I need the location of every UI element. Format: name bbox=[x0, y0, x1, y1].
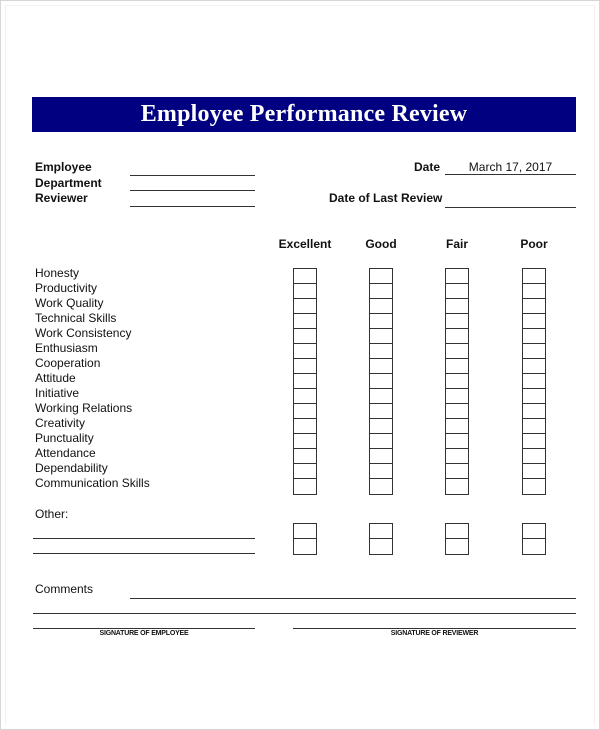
department-field[interactable] bbox=[130, 176, 255, 191]
criterion-creativity: Creativity bbox=[35, 416, 86, 430]
checkbox-attendance-fair[interactable] bbox=[446, 449, 468, 464]
checkbox-work-consistency-good[interactable] bbox=[370, 329, 392, 344]
checkbox-communication-skills-poor[interactable] bbox=[523, 479, 545, 494]
checkbox-work-quality-excellent[interactable] bbox=[294, 299, 316, 314]
criterion-dependability: Dependability bbox=[35, 461, 108, 475]
rating-column-fair bbox=[445, 268, 469, 495]
other-field-2[interactable] bbox=[33, 539, 255, 554]
date-last-review-field[interactable] bbox=[445, 193, 576, 208]
checkbox-attitude-poor[interactable] bbox=[523, 374, 545, 389]
comments-field-2[interactable] bbox=[33, 599, 576, 614]
rating-column-excellent bbox=[293, 268, 317, 495]
employee-signature-label: SIGNATURE OF EMPLOYEE bbox=[99, 630, 189, 637]
comments-field-1[interactable] bbox=[130, 584, 576, 599]
date-label: Date bbox=[414, 160, 441, 174]
criterion-cooperation: Cooperation bbox=[35, 356, 101, 370]
reviewer-signature-field[interactable] bbox=[293, 614, 576, 629]
checkbox-punctuality-good[interactable] bbox=[370, 434, 392, 449]
criterion-work-quality: Work Quality bbox=[35, 296, 104, 310]
checkbox-other-2-excellent[interactable] bbox=[294, 539, 316, 554]
department-label: Department bbox=[35, 176, 102, 190]
reviewer-field[interactable] bbox=[130, 192, 255, 207]
reviewer-signature-label: SIGNATURE OF REVIEWER bbox=[390, 630, 479, 637]
criterion-work-consistency: Work Consistency bbox=[35, 326, 132, 340]
checkbox-other-2-fair[interactable] bbox=[446, 539, 468, 554]
checkbox-other-1-poor[interactable] bbox=[523, 524, 545, 539]
employee-field[interactable] bbox=[130, 161, 255, 176]
checkbox-cooperation-excellent[interactable] bbox=[294, 359, 316, 374]
title-bar bbox=[32, 97, 576, 132]
checkbox-attitude-fair[interactable] bbox=[446, 374, 468, 389]
employee-signature-field[interactable] bbox=[33, 614, 255, 629]
checkbox-honesty-poor[interactable] bbox=[523, 269, 545, 284]
checkbox-other-1-good[interactable] bbox=[370, 524, 392, 539]
checkbox-attendance-excellent[interactable] bbox=[294, 449, 316, 464]
checkbox-dependability-excellent[interactable] bbox=[294, 464, 316, 479]
checkbox-honesty-good[interactable] bbox=[370, 269, 392, 284]
checkbox-dependability-fair[interactable] bbox=[446, 464, 468, 479]
checkbox-attendance-good[interactable] bbox=[370, 449, 392, 464]
other-rating-column-excellent bbox=[293, 523, 317, 555]
checkbox-technical-skills-excellent[interactable] bbox=[294, 314, 316, 329]
column-header-excellent: Excellent bbox=[278, 237, 332, 251]
other-rating-column-good bbox=[369, 523, 393, 555]
checkbox-communication-skills-excellent[interactable] bbox=[294, 479, 316, 494]
date-last-review-label: Date of Last Review bbox=[329, 191, 443, 205]
checkbox-enthusiasm-good[interactable] bbox=[370, 344, 392, 359]
criteria-list bbox=[35, 266, 150, 491]
checkbox-communication-skills-fair[interactable] bbox=[446, 479, 468, 494]
checkbox-initiative-fair[interactable] bbox=[446, 389, 468, 404]
comments-label: Comments bbox=[35, 582, 94, 596]
checkbox-creativity-excellent[interactable] bbox=[294, 419, 316, 434]
checkbox-productivity-excellent[interactable] bbox=[294, 284, 316, 299]
checkbox-cooperation-poor[interactable] bbox=[523, 359, 545, 374]
checkbox-cooperation-fair[interactable] bbox=[446, 359, 468, 374]
checkbox-work-consistency-poor[interactable] bbox=[523, 329, 545, 344]
criterion-initiative: Initiative bbox=[35, 386, 80, 400]
column-header-fair: Fair bbox=[445, 237, 468, 251]
checkbox-work-quality-poor[interactable] bbox=[523, 299, 545, 314]
checkbox-attitude-good[interactable] bbox=[370, 374, 392, 389]
checkbox-working-relations-excellent[interactable] bbox=[294, 404, 316, 419]
criterion-punctuality: Punctuality bbox=[35, 431, 94, 445]
checkbox-working-relations-fair[interactable] bbox=[446, 404, 468, 419]
rating-column-poor bbox=[522, 268, 546, 495]
checkbox-other-1-fair[interactable] bbox=[446, 524, 468, 539]
other-label: Other: bbox=[35, 507, 69, 521]
checkbox-work-consistency-fair[interactable] bbox=[446, 329, 468, 344]
checkbox-enthusiasm-poor[interactable] bbox=[523, 344, 545, 359]
criterion-honesty: Honesty bbox=[35, 266, 80, 280]
checkbox-other-1-excellent[interactable] bbox=[294, 524, 316, 539]
checkbox-creativity-poor[interactable] bbox=[523, 419, 545, 434]
column-header-poor: Poor bbox=[520, 237, 548, 251]
date-field[interactable] bbox=[445, 160, 576, 175]
criterion-technical-skills: Technical Skills bbox=[35, 311, 117, 325]
checkbox-punctuality-excellent[interactable] bbox=[294, 434, 316, 449]
criterion-working-relations: Working Relations bbox=[35, 401, 133, 415]
checkbox-productivity-good[interactable] bbox=[370, 284, 392, 299]
criterion-attendance: Attendance bbox=[35, 446, 96, 460]
checkbox-work-consistency-excellent[interactable] bbox=[294, 329, 316, 344]
checkbox-initiative-good[interactable] bbox=[370, 389, 392, 404]
criterion-attitude: Attitude bbox=[35, 371, 76, 385]
criterion-enthusiasm: Enthusiasm bbox=[35, 341, 98, 355]
checkbox-enthusiasm-excellent[interactable] bbox=[294, 344, 316, 359]
other-field-1[interactable] bbox=[33, 524, 255, 539]
checkbox-productivity-fair[interactable] bbox=[446, 284, 468, 299]
checkbox-dependability-good[interactable] bbox=[370, 464, 392, 479]
checkbox-creativity-good[interactable] bbox=[370, 419, 392, 434]
checkbox-enthusiasm-fair[interactable] bbox=[446, 344, 468, 359]
checkbox-punctuality-poor[interactable] bbox=[523, 434, 545, 449]
checkbox-working-relations-poor[interactable] bbox=[523, 404, 545, 419]
checkbox-punctuality-fair[interactable] bbox=[446, 434, 468, 449]
checkbox-attendance-poor[interactable] bbox=[523, 449, 545, 464]
checkbox-honesty-fair[interactable] bbox=[446, 269, 468, 284]
checkbox-communication-skills-good[interactable] bbox=[370, 479, 392, 494]
checkbox-work-quality-good[interactable] bbox=[370, 299, 392, 314]
checkbox-working-relations-good[interactable] bbox=[370, 404, 392, 419]
column-header-good: Good bbox=[365, 237, 397, 251]
checkbox-technical-skills-good[interactable] bbox=[370, 314, 392, 329]
checkbox-technical-skills-poor[interactable] bbox=[523, 314, 545, 329]
other-rating-column-fair bbox=[445, 523, 469, 555]
checkbox-productivity-poor[interactable] bbox=[523, 284, 545, 299]
checkbox-cooperation-good[interactable] bbox=[370, 359, 392, 374]
checkbox-other-2-good[interactable] bbox=[370, 539, 392, 554]
checkbox-attitude-excellent[interactable] bbox=[294, 374, 316, 389]
checkbox-other-2-poor[interactable] bbox=[523, 539, 545, 554]
other-rating-column-poor bbox=[522, 523, 546, 555]
rating-column-good bbox=[369, 268, 393, 495]
reviewer-label: Reviewer bbox=[35, 191, 88, 205]
checkbox-honesty-excellent[interactable] bbox=[294, 269, 316, 284]
checkbox-initiative-poor[interactable] bbox=[523, 389, 545, 404]
checkbox-dependability-poor[interactable] bbox=[523, 464, 545, 479]
checkbox-work-quality-fair[interactable] bbox=[446, 299, 468, 314]
employee-label: Employee bbox=[35, 160, 92, 174]
checkbox-technical-skills-fair[interactable] bbox=[446, 314, 468, 329]
criterion-communication-skills: Communication Skills bbox=[35, 476, 150, 490]
checkbox-initiative-excellent[interactable] bbox=[294, 389, 316, 404]
checkbox-creativity-fair[interactable] bbox=[446, 419, 468, 434]
criterion-productivity: Productivity bbox=[35, 281, 98, 295]
document-title: Employee Performance Review bbox=[140, 101, 468, 127]
